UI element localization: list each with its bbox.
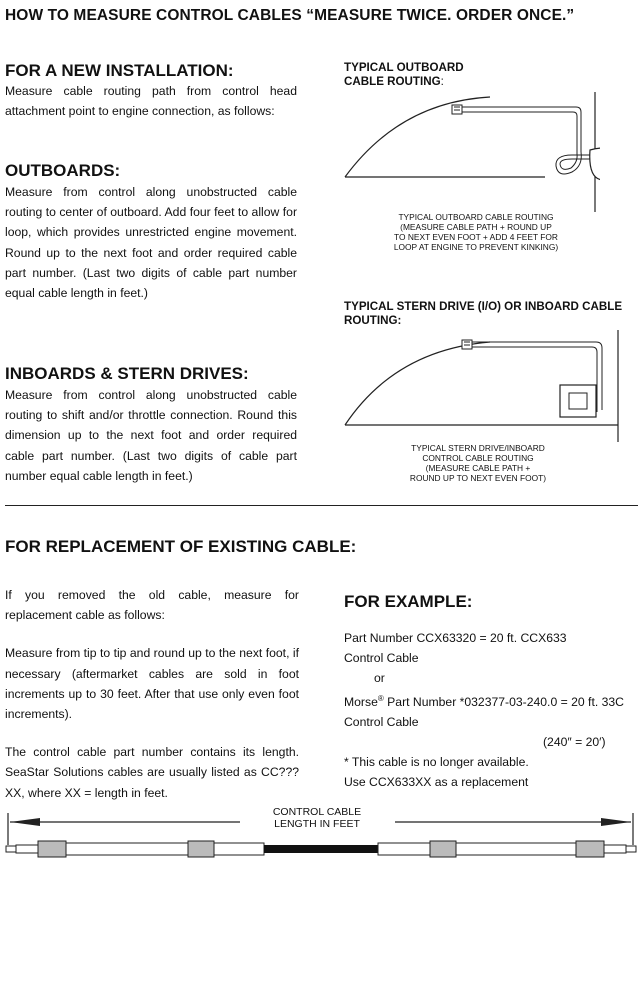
sterndrive-figure-title-line1: TYPICAL STERN DRIVE (I/O) OR INBOARD CABLE — [344, 300, 623, 313]
cable-length-label-line1: CONTROL CABLE — [272, 806, 362, 818]
outboard-figure-caption: TYPICAL OUTBOARD CABLE ROUTING (MEASURE CABLE PATH + ROUND UP TO NEXT EVEN FOOT + ADD 4 FEET FOR LOOP AT ENGINE TO PREVENT KINKING) — [393, 212, 559, 252]
cable-right-tip — [626, 846, 636, 852]
dimension-arrow-left — [10, 818, 40, 826]
cable-jacket — [264, 845, 378, 853]
outboard-figure-title-line2 — [344, 75, 464, 89]
inboards-text: Measure from control along unobstructed cable routing to shift and/or throttle connection. Round this dimension up to the next foot and order required cable part number. (Last two digits of cable part number equal cable length in feet.) — [5, 388, 297, 483]
inboards-heading: INBOARDS & STERN DRIVES: — [5, 364, 249, 383]
replacement-paragraph-3: The control cable part number contains its length. SeaStar Solutions cables are usually listed as CC???XX, where XX = length in feet. — [5, 745, 299, 800]
cable-right-hub — [576, 841, 604, 857]
replacement-paragraph-2: Measure from tip to tip and round up to the next foot, if necessary (aftermarket cables are sold in foot increments up to 30 feet. After that use only even foot increments). — [5, 646, 299, 722]
cable-left-neck — [214, 843, 264, 855]
outboard-figure-title-line2-text: CABLE ROUTING — [344, 75, 441, 88]
outboard-engine-cowl — [590, 148, 600, 180]
example-morse-part: Part Number *032377-03-240.0 = 20 ft. 33C — [383, 694, 624, 709]
new-installation-text: Measure cable routing path from control head attachment point to engine connection, as follows: — [5, 84, 297, 119]
example-line-7: * This cable is no longer available. — [344, 755, 529, 770]
sterndrive-figure-title — [344, 300, 622, 328]
outboards-text: Measure from control along unobstructed cable routing to center of outboard. Add four feet to allow for loop, which provides unrestricted engine movement. Round up to the next foot and order required cable part number. (Last two digits of cable part number equal cable length in feet.) — [5, 185, 297, 301]
example-block — [344, 628, 639, 793]
sterndrive-routing-diagram — [340, 330, 622, 442]
cable-left-sleeve — [66, 843, 188, 855]
outboard-figure-title-line1: TYPICAL OUTBOARD — [344, 61, 464, 74]
outboard-figure-title — [344, 61, 464, 89]
outboard-figure-title-colon: : — [440, 75, 444, 88]
replacement-paragraph-1: If you removed the old cable, measure for replacement cable as follows: — [5, 588, 299, 623]
sterndrive-figure-title-line2: ROUTING: — [344, 314, 402, 327]
sterndrive-figure-caption: TYPICAL STERN DRIVE/INBOARD CONTROL CABLE ROUTING (MEASURE CABLE PATH + ROUND UP TO NEXT EVEN FOOT) — [409, 443, 547, 483]
dimension-arrow-right — [601, 818, 631, 826]
cable-left-tip — [6, 846, 16, 852]
cable-right-rod — [604, 845, 626, 853]
outboards-heading: OUTBOARDS: — [5, 161, 121, 180]
cable-right-neck — [378, 843, 430, 855]
cable-left-ferrule — [188, 841, 214, 857]
cable-right-sleeve — [456, 843, 576, 855]
outboard-hull-line — [345, 97, 490, 177]
outboard-cable-route-2 — [462, 112, 577, 154]
cable-right-ferrule — [430, 841, 456, 857]
sterndrive-engine-connection — [569, 393, 587, 409]
example-line-1: Part Number CCX63320 = 20 ft. CCX633 — [344, 631, 567, 645]
example-line-or: or — [374, 671, 385, 686]
outboard-cable-route-1 — [462, 107, 581, 152]
section-divider — [5, 505, 638, 506]
new-installation-heading: FOR A NEW INSTALLATION: — [5, 61, 234, 80]
example-line-2: Control Cable — [344, 651, 419, 666]
cable-length-diagram — [0, 805, 643, 865]
example-morse-text: Morse — [344, 694, 378, 709]
outboard-cable-loop-2 — [560, 154, 590, 169]
cable-length-label-line2: LENGTH IN FEET — [274, 818, 360, 830]
cable-left-hub — [38, 841, 66, 857]
outboard-routing-diagram — [340, 92, 600, 212]
example-line-4 — [344, 689, 639, 712]
example-line-5: Control Cable — [344, 714, 419, 729]
example-line-8: Use CCX633XX as a replacement — [344, 775, 529, 790]
sterndrive-hull-line — [345, 342, 490, 425]
example-conversion: (240″ = 20′) — [543, 735, 606, 750]
replacement-text — [5, 585, 299, 803]
replacement-heading: FOR REPLACEMENT OF EXISTING CABLE: — [5, 537, 357, 556]
example-heading: FOR EXAMPLE: — [344, 592, 473, 611]
registered-mark: ® — [377, 693, 384, 703]
outboard-cable-loop-1 — [556, 152, 590, 174]
page-title: HOW TO MEASURE CONTROL CABLES “MEASURE TWICE. ORDER ONCE.” — [5, 7, 575, 24]
cable-left-rod — [16, 845, 38, 853]
